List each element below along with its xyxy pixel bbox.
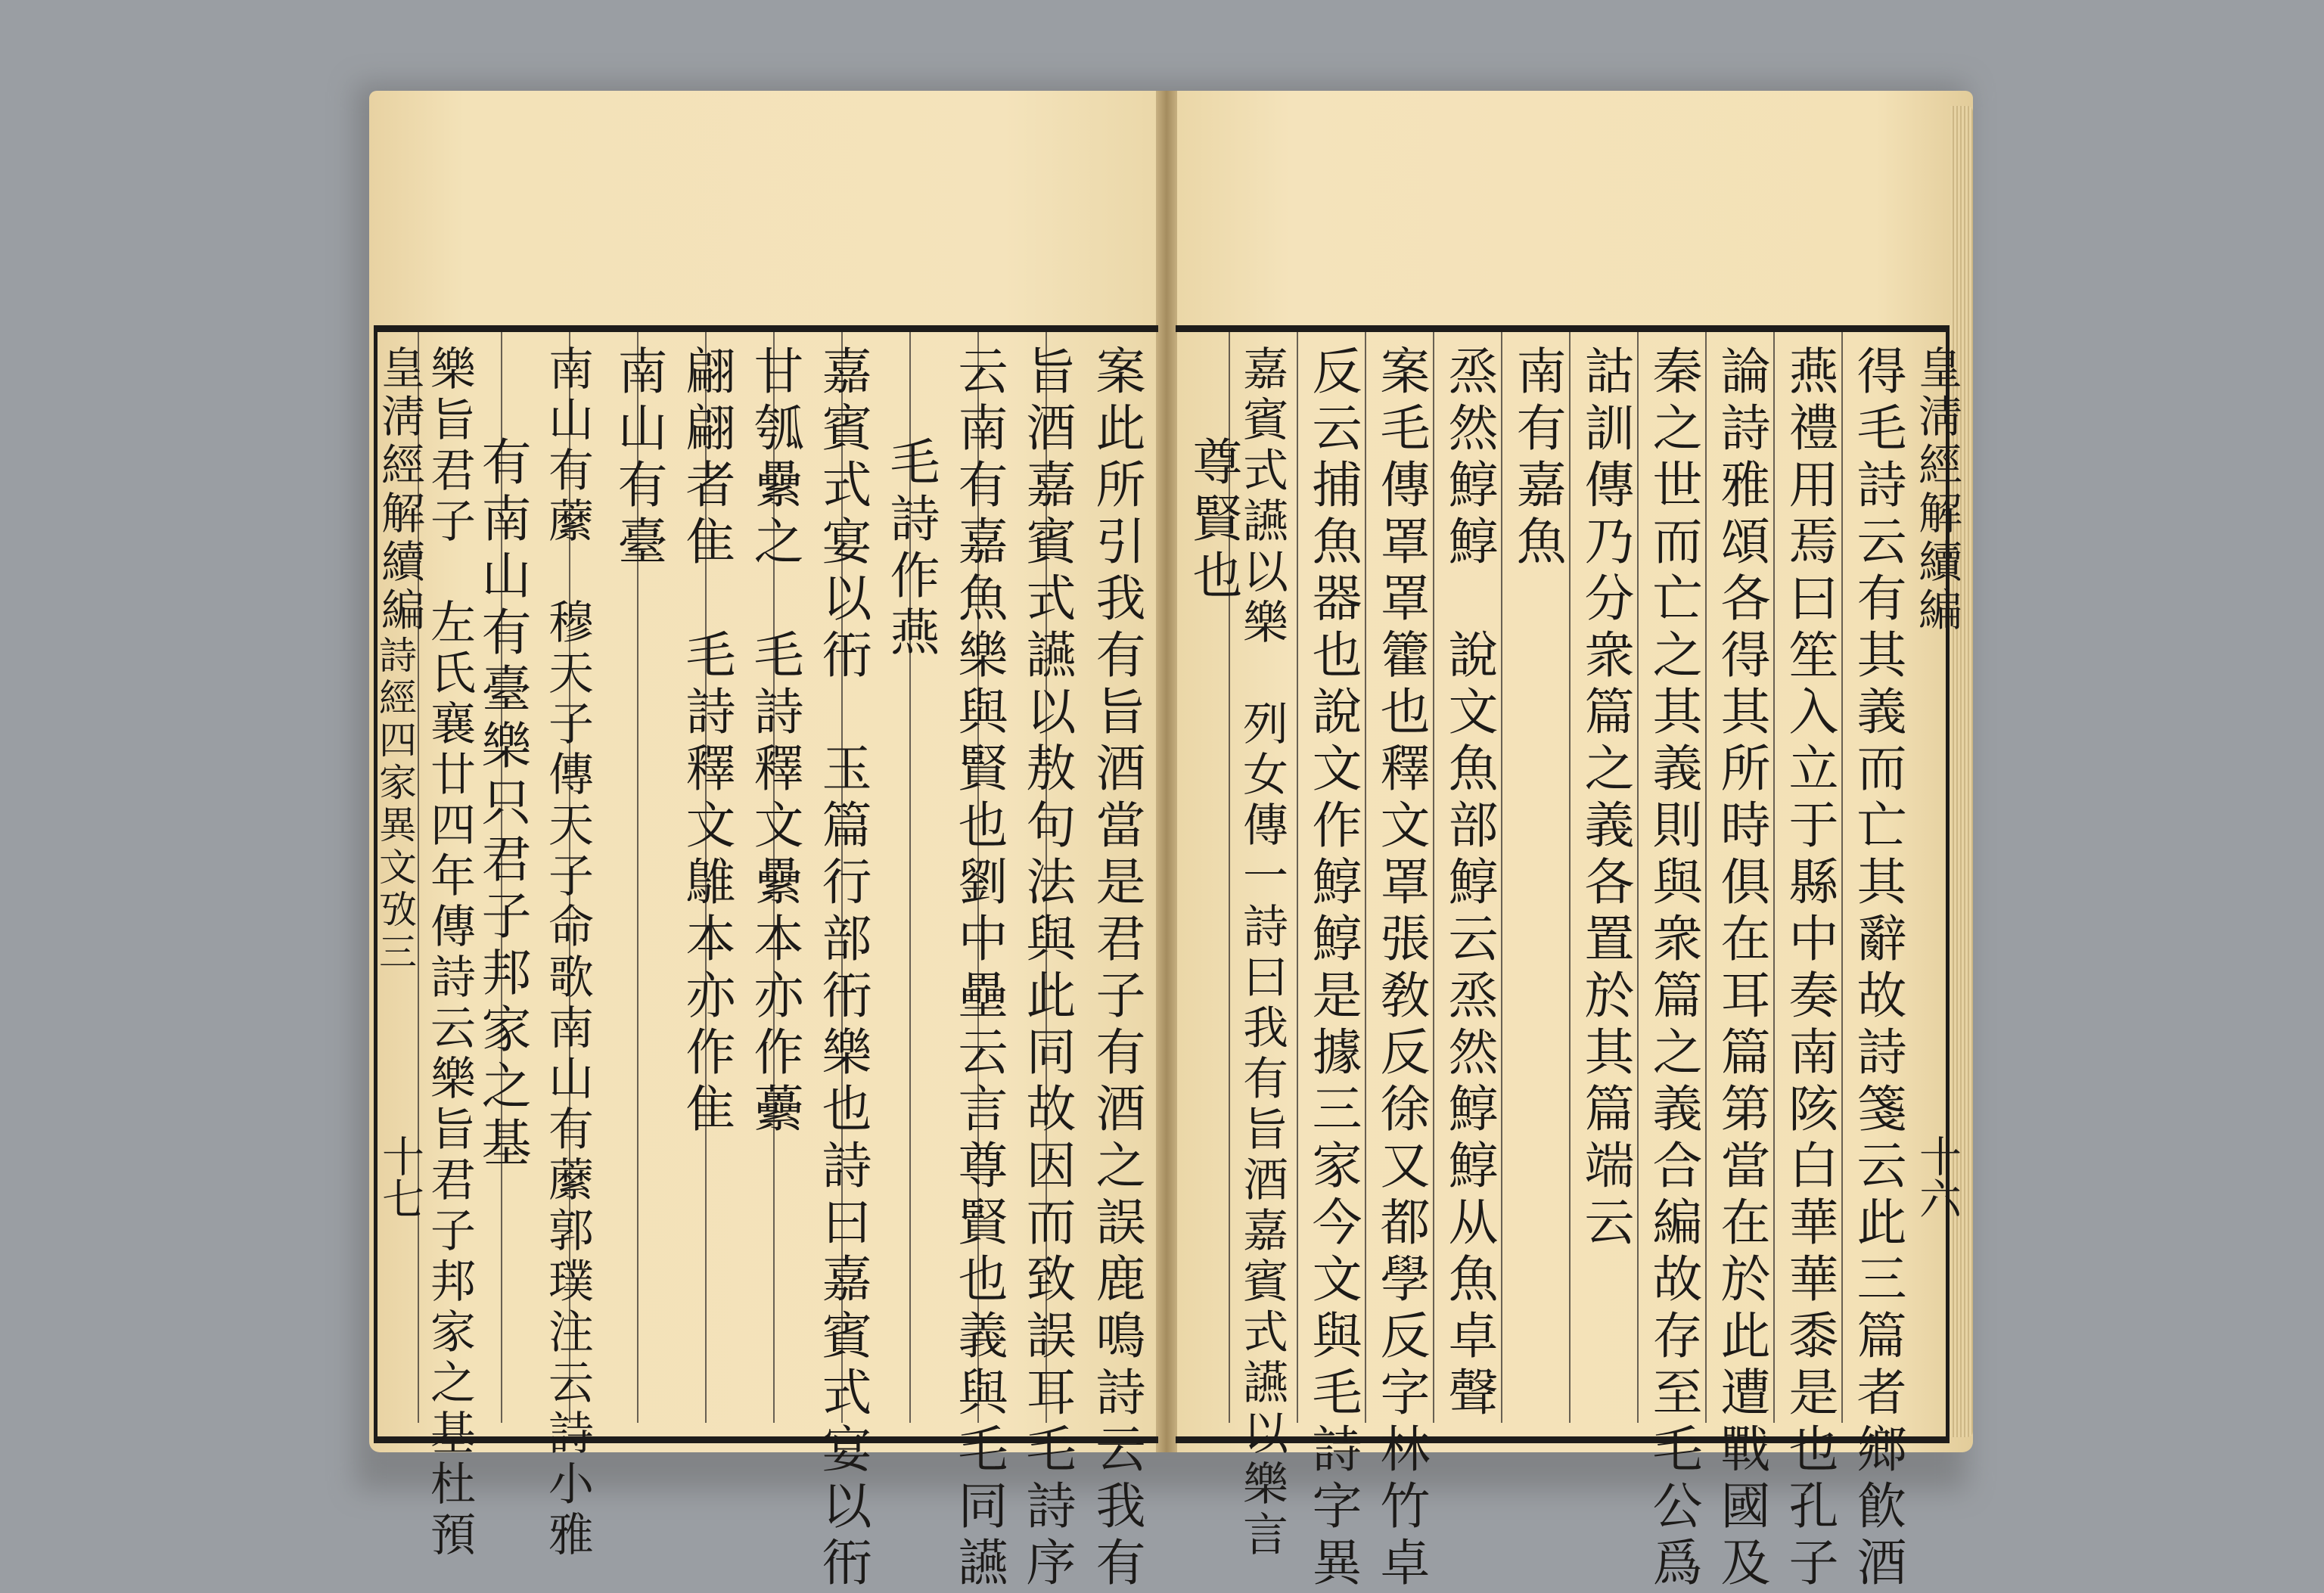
text-column: 秦之世而亡之其義則與衆篇之義合編故存至毛公爲 (1644, 345, 1702, 1593)
column-rule (1841, 332, 1843, 1423)
text-column: 案毛傳罩罩籗也釋文罩張敎反徐又都學反字林竹卓 (1372, 345, 1430, 1593)
text-column: 嘉賓式宴以衎 玉篇行部衎樂也詩曰嘉賓式宴以衎 (813, 345, 872, 1593)
text-column: 南山有臺 (609, 345, 667, 572)
text-column: 旨酒嘉賓式讌以敖句法與此同故因而致誤耳毛詩序 (1018, 345, 1076, 1593)
text-column: 毛詩作燕 (881, 436, 940, 663)
folio-number: 十七 (375, 1135, 424, 1219)
column-rule (1637, 332, 1639, 1423)
text-column: 南山有䕷 穆天子傳天子命歌南山有䕷郭璞注云詩小雅 (541, 345, 594, 1561)
text-column: 翩翩者隹 毛詩釋文鵻本亦作隹 (677, 345, 735, 1139)
text-column: 嘉賓式讌以樂 列女傳一詩曰我有旨酒嘉賓式讌以樂言 (1235, 345, 1288, 1561)
text-column: 甘瓠纍之 毛詩釋文纍本亦作虆 (745, 345, 803, 1139)
column-rule (1365, 332, 1366, 1423)
text-column: 南有嘉魚 (1508, 345, 1566, 572)
column-rule (1297, 332, 1298, 1423)
column-rule (1773, 332, 1775, 1423)
text-column: 反云捕魚器也說文作鯙鯙是據三家今文與毛詩字異 (1303, 345, 1362, 1593)
text-column: 樂旨君子 左氏襄廿四年傳詩云樂旨君子邦家之基杜預 (423, 345, 476, 1561)
text-column: 尊賢也 (1184, 436, 1242, 606)
text-column: 烝然鯙鯙 說文魚部鯙云烝然鯙鯙从魚卓聲 (1440, 345, 1498, 1423)
column-rule (1501, 332, 1502, 1423)
text-column: 燕禮用焉曰笙入立于縣中奏南陔白華華黍是也孔子 (1780, 345, 1838, 1593)
margin-title: 皇淸經解續編 (374, 345, 425, 635)
text-column: 案此所引我有旨酒當是君子有酒之誤鹿鳴詩云我有 (1087, 345, 1145, 1593)
open-book (369, 91, 1973, 1593)
text-column: 得毛詩云有其義而亡其辭故詩箋云此三篇者鄉飮酒 (1848, 345, 1906, 1593)
column-rule (1705, 332, 1707, 1423)
text-column: 有南山有臺樂只君子邦家之基 (473, 436, 531, 1173)
page-edge-stack (1950, 106, 1973, 1437)
margin-title: 皇淸經解續編 (1911, 345, 1962, 635)
text-column: 詁訓傳乃分衆篇之義各置於其篇端云 (1576, 345, 1634, 1253)
text-column: 云南有嘉魚樂與賢也劉中壘云言尊賢也義與毛同讌 (949, 345, 1008, 1593)
column-rule (1433, 332, 1434, 1423)
folio-number: 十六 (1912, 1135, 1962, 1219)
margin-subtitle: 詩經四家異文攷三 (373, 635, 417, 974)
book-gutter (1156, 91, 1177, 1452)
text-column: 論詩雅頌各得其所時俱在耳篇第當在於此遭戰國及 (1712, 345, 1770, 1593)
column-rule (1569, 332, 1571, 1423)
